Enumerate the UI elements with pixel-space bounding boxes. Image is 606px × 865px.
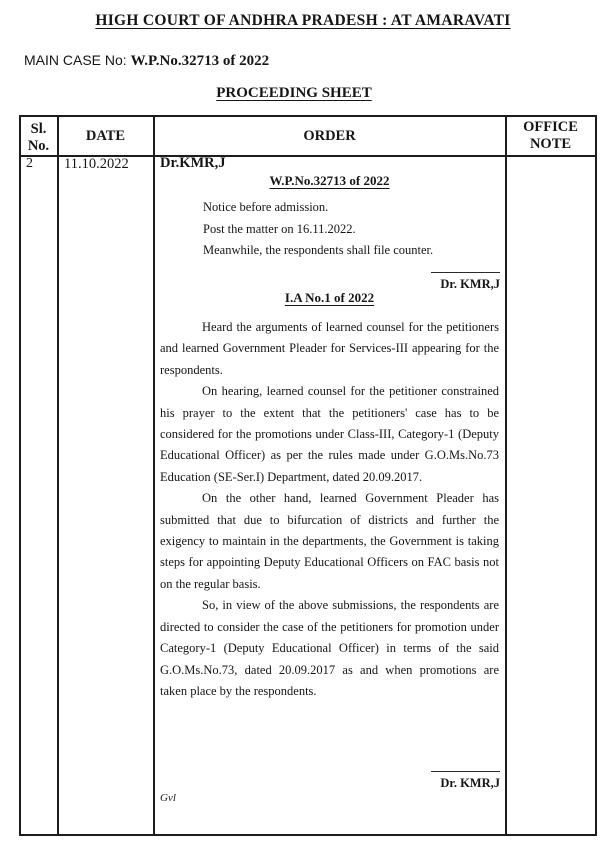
notice-line: Meanwhile, the respondents shall file counter. <box>203 243 434 257</box>
notice-line: Post the matter on 16.11.2022. <box>203 221 356 236</box>
order-paragraph: So, in view of the above submissions, the respondents are directed to consider the case of the petitioners for promotion under Category-1 (Deputy Educational Officer) in terms of the said G.O.Ms.No.73, dated 20.09.2017 as and when promotions are taken place by the respondents. <box>160 598 499 698</box>
signature-2: Dr. KMR,J <box>440 776 500 790</box>
table-border-right <box>595 115 597 836</box>
column-divider-date <box>153 115 155 836</box>
sheet-title <box>0 85 588 102</box>
main-case-number: W.P.No.32713 of 2022 <box>130 53 270 69</box>
row-sl-no: 2 <box>26 156 33 171</box>
order-case-reference: W.P.No.32713 of 2022 <box>269 173 390 188</box>
clerk-initials: Gvl <box>160 792 176 804</box>
column-header-office-note <box>506 119 595 153</box>
order-paragraph: On the other hand, learned Government Pleader has submitted that due to bifurcation of districts and further the exigency to maintain in the departments, the Government is taking steps for appointing Deputy Educational Officers on FAC basis not on the regular basis. <box>160 491 499 591</box>
order-paragraph: On hearing, learned counsel for the petitioner constrained his prayer to the extent that the petitioners' case has to be considered for the promotions under Class-III, Category-1 (Deputy Educational Officer) as per the rules made under G.O.Ms.No.73 Education (SE-Ser.I) Department, dated 20.09.2017. <box>160 384 499 484</box>
column-divider-sl <box>57 115 59 836</box>
main-case-label: MAIN CASE No: <box>24 52 127 68</box>
column-divider-order <box>505 115 507 836</box>
row-date: 11.10.2022 <box>64 156 129 172</box>
main-case-line <box>24 52 269 70</box>
table-border-top <box>19 115 597 117</box>
signature-line-2 <box>431 771 500 772</box>
notice-line: Notice before admission. <box>203 200 329 214</box>
court-title <box>0 12 606 30</box>
ia-title: I.A No.1 of 2022 <box>284 290 375 305</box>
order-paragraph: Heard the arguments of learned counsel for the petitioners and learned Government Pleader for Services-III appearing for the respondents. <box>160 320 499 377</box>
column-header-sl-line1: Sl. <box>30 121 47 137</box>
column-header-date: DATE <box>85 128 126 144</box>
column-header-sl-no <box>20 121 57 155</box>
sheet-title-text: PROCEEDING SHEET <box>216 85 372 101</box>
judge-name: Dr.KMR,J <box>160 155 226 171</box>
column-header-order: ORDER <box>303 128 356 144</box>
column-header-office-line2: NOTE <box>529 136 572 152</box>
signature-1: Dr. KMR,J <box>440 277 500 291</box>
notice-block <box>203 197 433 262</box>
table-border-left <box>19 115 21 836</box>
order-body <box>160 317 499 702</box>
column-header-sl-line2: No. <box>27 138 50 154</box>
column-header-office-line1: OFFICE <box>523 119 578 135</box>
court-name: HIGH COURT OF ANDHRA PRADESH : AT AMARAVATI <box>95 12 511 29</box>
table-border-bottom <box>19 834 597 836</box>
signature-line-1 <box>431 272 500 273</box>
